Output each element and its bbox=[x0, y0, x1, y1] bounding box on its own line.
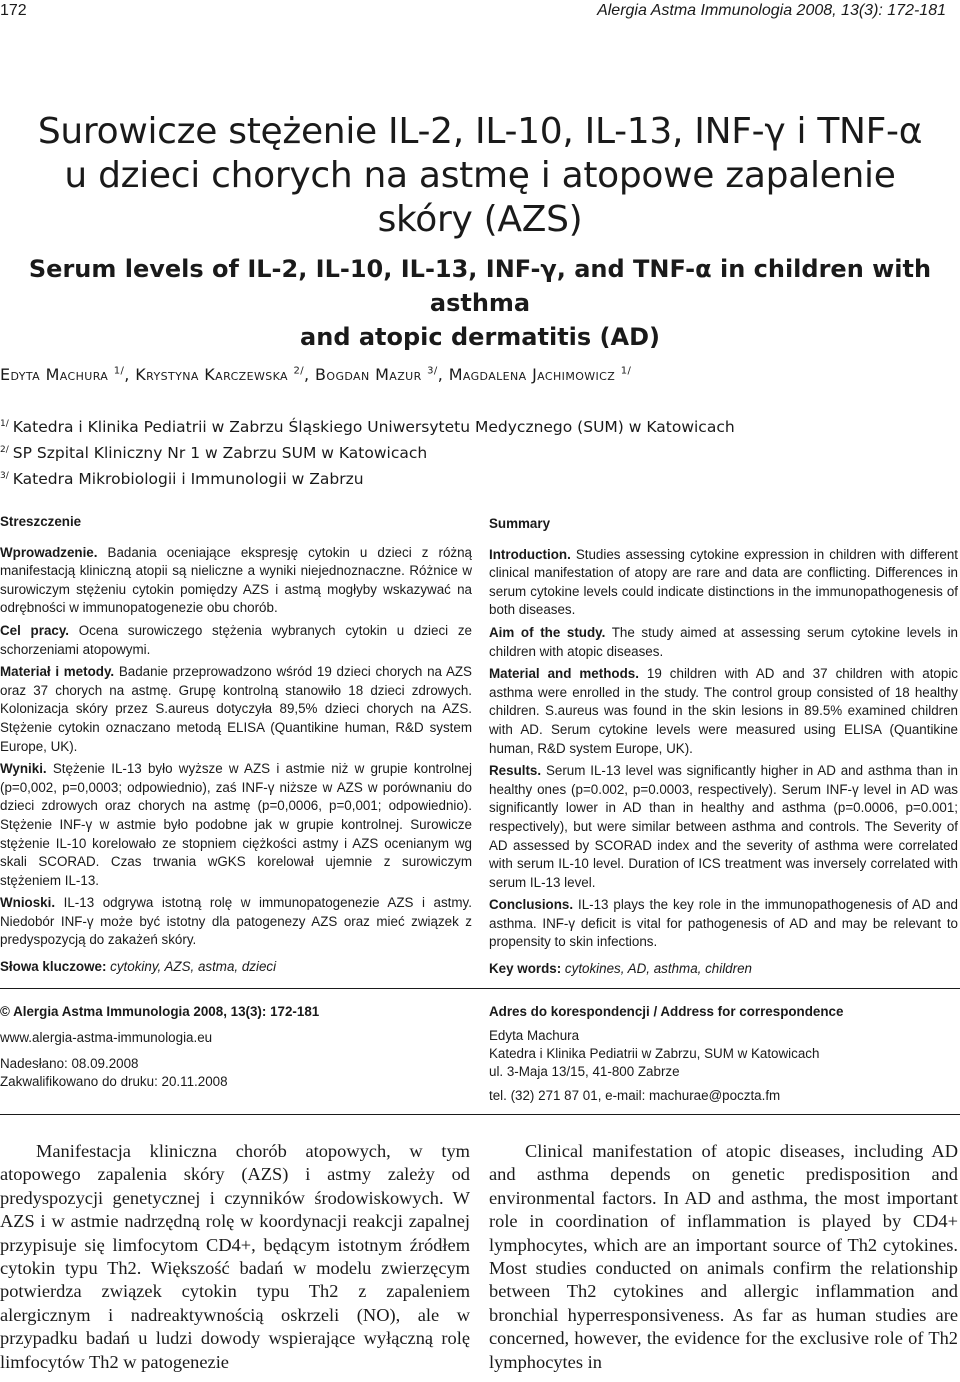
correspondence-name: Edyta Machura bbox=[489, 1028, 580, 1043]
section-label: Wprowadzenie. bbox=[0, 544, 98, 560]
divider bbox=[0, 1114, 960, 1115]
abstract-section bbox=[489, 546, 958, 620]
correspondence-info bbox=[489, 1003, 958, 1105]
affiliation-list bbox=[0, 413, 960, 491]
affiliation-text: Katedra Mikrobiologii i Immunologii w Zabrzu bbox=[12, 470, 364, 489]
title-polish-line: Surowicze stężenie IL-2, IL-10, IL-13, INF-γ i TNF-α bbox=[37, 111, 923, 152]
divider bbox=[0, 988, 960, 989]
section-text: Badania oceniające ekspresję cytokin u dzieci z różną manifestacją kliniczną atopii są nieliczne a wyniki niejednoznaczne. Różnice w surowiczym stężeniu cytokin pomiędzy AZS i astmą mogłyby wskazywać na odrębności w immunopatogenezie obu chorób. bbox=[0, 544, 472, 616]
abstract-section bbox=[0, 663, 472, 756]
section-label: Material and methods. bbox=[489, 666, 639, 682]
affiliation-text: SP Szpital Kliniczny Nr 1 w Zabrzu SUM w Katowicach bbox=[12, 444, 428, 463]
correspondence-street: ul. 3-Maja 13/15, 41-800 Zabrze bbox=[489, 1064, 680, 1079]
accepted-date: Zakwalifikowano do druku: 20.11.2008 bbox=[0, 1074, 228, 1089]
keywords bbox=[0, 958, 472, 977]
keywords bbox=[489, 960, 958, 979]
affiliation-number: 2/ bbox=[0, 445, 9, 456]
abstract-heading: Summary bbox=[489, 516, 551, 531]
section-text: Serum IL-13 level was significantly higher in AD and asthma than in healthy ones (p=0.002, p=0.0003, respectively). Serum INF-γ level in AD was significantly lower in AD than in healthy and asthma (p=0.0006, p=0.001; respectively), but were similar between asthma and controls. The Severity of AD assessed by SCORAD index and the severity of asthma were correlated with serum IL-10 level. Duration of ICS treatment was inversely correlated with serum IL-13 level. bbox=[489, 763, 958, 890]
received-date: Nadesłano: 08.09.2008 bbox=[0, 1056, 139, 1071]
title-english bbox=[0, 252, 960, 354]
title-polish-line: skóry (AZS) bbox=[377, 199, 583, 240]
correspondence-heading: Adres do korespondencji / Address for correspondence bbox=[489, 1004, 844, 1019]
correspondence-contact: tel. (32) 271 87 01, e-mail: machurae@poczta.fm bbox=[489, 1088, 781, 1103]
affiliation-number: 1/ bbox=[0, 419, 9, 429]
section-label: Aim of the study. bbox=[489, 624, 606, 640]
affiliation-text: Katedra i Klinika Pediatrii w Zabrzu Śląskiego Uniwersytetu Medycznego (SUM) w Katowicach bbox=[12, 418, 735, 437]
correspondence-institution: Katedra i Klinika Pediatrii w Zabrzu, SUM w Katowicach bbox=[489, 1046, 820, 1061]
abstract-section bbox=[489, 896, 958, 952]
section-label: Cel pracy. bbox=[0, 622, 70, 638]
section-label: Wnioski. bbox=[0, 895, 56, 911]
author-name: Krystyna Karczewska bbox=[135, 365, 288, 384]
abstract-section bbox=[489, 665, 958, 758]
copyright-line: © Alergia Astma Immunologia 2008, 13(3): 172-181 bbox=[0, 1004, 320, 1019]
keywords-label: Key words: bbox=[489, 961, 562, 977]
abstract-section bbox=[0, 760, 472, 890]
abstract-english bbox=[489, 515, 958, 983]
publication-info bbox=[0, 1003, 470, 1091]
author-affiliation-ref: 3/ bbox=[427, 365, 438, 377]
abstract-section bbox=[0, 622, 472, 659]
body-text-english: Clinical manifestation of atopic diseases, including AD and asthma depends on genetic predisposition and environmental factors. In AD and asthma, the most important role in coordination of inflammation is played by CD4+ lymphocytes, which are an important source of Th2 cytokines. Most studies conducted on animals confirm the relationship between Th2 cytokines and allergic inflammation and bronchial hyperresponsiveness. As far as human studies are concerned, however, the evidence for the exclusive role of Th2 lymphocytes in bbox=[489, 1141, 958, 1372]
section-label: Results. bbox=[489, 763, 542, 779]
title-block bbox=[0, 110, 960, 354]
author-affiliation-ref: 1/ bbox=[113, 365, 125, 377]
section-text: Badanie przeprowadzono wśród 19 dzieci chorych na AZS oraz 37 chorych na astmę. Grupę kontrolną stanowiło 18 dzieci zdrowych. Kolonizacja skóry przez S.aureus dotyczyła 89,5% dzieci chorych na AZS. Stężenie cytokin oznaczano metodą ELISA (Quantikine human, R&D system Europe, UK). bbox=[0, 664, 472, 754]
abstract-section bbox=[489, 624, 958, 661]
affiliation bbox=[0, 439, 960, 465]
abstract-section bbox=[489, 762, 958, 892]
section-text: IL-13 plays the key role in the immunopathogenesis of AD and asthma. INF-γ deficit is vital for pathogenesis of AD and may be relevant to propensity to skin infections. bbox=[489, 897, 958, 950]
section-label: Conclusions. bbox=[489, 897, 574, 913]
section-text: Ocena surowiczego stężenia wybranych cytokin u dzieci ze schorzeniami atopowymi. bbox=[0, 622, 472, 657]
page-header bbox=[0, 0, 960, 28]
section-text: The study aimed at assessing serum cytokine levels in children with atopic diseases. bbox=[489, 624, 958, 659]
abstract-polish bbox=[0, 513, 472, 981]
section-text: Studies assessing cytokine expression in children with different clinical manifestation of atopy are rare and data are conflicting. Differences in serum cytokine levels could indicate distinctions in the immunopathogenesis of both diseases. bbox=[489, 546, 958, 618]
affiliation-number: 3/ bbox=[0, 471, 9, 482]
title-polish bbox=[0, 110, 960, 242]
keywords-label: Słowa kluczowe: bbox=[0, 959, 107, 975]
journal-citation: Alergia Astma Immunologia 2008, 13(3): 172-181 bbox=[597, 2, 946, 19]
title-english-line: and atopic dermatitis (AD) bbox=[300, 323, 660, 351]
page-number: 172 bbox=[0, 2, 27, 19]
title-polish-line: u dzieci chorych na astmę i atopowe zapalenie bbox=[64, 155, 896, 196]
keywords-text: cytokiny, AZS, astma, dzieci bbox=[110, 959, 277, 975]
section-text: 19 children with AD and 37 children with atopic asthma were enrolled in the study. The control group consisted of 18 healthy children. S.aureus was found in the skin lesions in 89.5% examined children with AD. Serum cytokine levels were measured using ELISA (Quantikine human, R&D system Europe, UK). bbox=[489, 666, 958, 756]
author-name: Bogdan Mazur bbox=[315, 365, 422, 384]
author-affiliation-ref: 1/ bbox=[620, 365, 632, 377]
author-affiliation-ref: 2/ bbox=[293, 365, 305, 377]
abstract-section bbox=[0, 894, 472, 950]
section-text: Stężenie IL-13 było wyższe w AZS i astmie niż w grupie kontrolnej (p=0,002, p=0,0003; odpowiednio), zaś INF-γ niższe w AZS w porównaniu do dzieci zdrowych oraz chorych na astmę (p=0,0006, p=0,001; odpowiednio). Stężenie INF-γ w astmie było podobne jak w grupie kontrolnej. Surowicze stężenie IL-10 korelowało ze stopniem ciężkości astmy i AZS ocenianym wg skali SCORAD. Czas trwania wGKS korelował ujemnie z surowiczym stężeniem IL-13. bbox=[0, 761, 472, 888]
section-text: IL-13 odgrywa istotną rolę w immunopatogenezie AZS i astmy. Niedobór INF-γ może być istotny dla patogenezy AZS oraz mieć związek z predyspozycją do zakażeń skóry. bbox=[0, 895, 472, 948]
abstract-heading: Streszczenie bbox=[0, 514, 82, 529]
author-name: Magdalena Jachimowicz bbox=[448, 365, 616, 384]
affiliation bbox=[0, 465, 960, 491]
section-label: Introduction. bbox=[489, 546, 571, 562]
section-label: Wyniki. bbox=[0, 761, 47, 777]
section-label: Materiał i metody. bbox=[0, 664, 115, 680]
body-text-polish: Manifestacja kliniczna chorób atopowych, w tym atopowego zapalenia skóry (AZS) i astmy zależy od predyspozycji genetycznej i czynników środowiskowych. W AZS i w astmie nadrzędną rolę w koordynacji reakcji zapalnej przypisuje się limfocytom CD4+, będącym istotnym źródłem cytokin typu Th2. Większość badań w modelu zwierzęcym potwierdza związek cytokin typu Th2 z zapaleniem alergicznym i nadreaktywnością oskrzeli (NO), ale w przypadku badań u ludzi dowody wspierające wyłączną rolę limfocytów Th2 w patogenezie bbox=[0, 1141, 470, 1372]
author-name: Edyta Machura bbox=[0, 365, 109, 384]
author-list: Edyta Machura $^{1/}$, Krystyna Karczewska $^{2/}$, Bogdan Mazur $^{3/}$, Magdalena Jachimowicz $^{1/}$ bbox=[0, 365, 632, 384]
affiliation bbox=[0, 413, 960, 439]
title-english-line: Serum levels of IL-2, IL-10, IL-13, INF-γ, and TNF-α in children with asthma bbox=[28, 255, 932, 317]
abstract-section bbox=[0, 544, 472, 618]
keywords-text: cytokines, AD, asthma, children bbox=[564, 961, 752, 977]
journal-website: www.alergia-astma-immunologia.eu bbox=[0, 1030, 213, 1045]
